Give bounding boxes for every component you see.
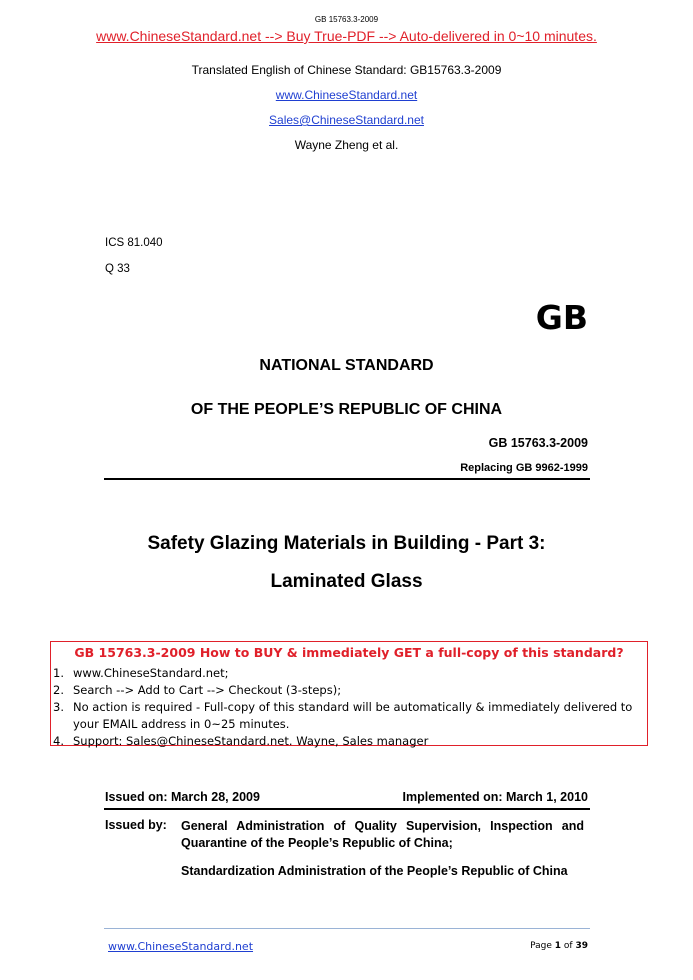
list-item: 2. Search --> Add to Cart --> Checkout (3-steps); [53,683,342,697]
issuing-org-1: General Administration of Quality Supervision, Inspection and Quarantine of the People’s Republic of China; [181,819,584,850]
dates-divider [104,808,590,810]
ics-code: ICS 81.040 [105,237,163,249]
website-link[interactable]: www.ChineseStandard.net [275,88,418,102]
q-code: Q 33 [105,263,130,275]
issued-by-label: Issued by: [105,818,167,832]
issuing-org-2: Standardization Administration of the People’s Republic of China [181,864,568,878]
document-title-line2: Laminated Glass [270,571,423,592]
email-link[interactable]: Sales@ChineseStandard.net [269,113,424,127]
page-number: Page 1 of 39 [530,941,588,951]
list-item: 1. www.ChineseStandard.net; [53,666,229,680]
list-item: 3. No action is required - Full-copy of this standard will be automatically & immediately delivered to your EMAIL address in 0~25 minutes. [53,700,633,731]
running-header-doc-id: GB 15763.3-2009 [314,15,379,24]
purchase-heading: GB 15763.3-2009 How to BUY & immediately GET a full-copy of this standard? [74,645,624,660]
footer-divider [104,928,590,929]
author-line: Wayne Zheng et al. [294,138,399,152]
document-title-line1: Safety Glazing Materials in Building - Part 3: [147,533,546,554]
standard-number: GB 15763.3-2009 [488,436,588,450]
footer-website-link[interactable]: www.ChineseStandard.net [108,940,254,953]
list-item: 4. Support: Sales@ChineseStandard.net. Wayne, Sales manager [53,734,429,748]
header-divider [104,478,590,480]
replacing-standard: Replacing GB 9962-1999 [460,462,588,474]
purchase-steps-list [51,665,641,750]
republic-heading: OF THE PEOPLE’S REPUBLIC OF CHINA [190,401,503,418]
gb-mark: GB [535,298,588,337]
implemented-on-date: Implemented on: March 1, 2010 [402,790,588,804]
translated-line: Translated English of Chinese Standard: GB15763.3-2009 [191,63,502,77]
promo-banner-link[interactable]: www.ChineseStandard.net --> Buy True-PDF --> Auto-delivered in 0~10 minutes. [96,28,597,44]
purchase-info-box [50,641,648,746]
national-standard-heading: NATIONAL STANDARD [259,357,434,374]
issued-on-date: Issued on: March 28, 2009 [105,790,260,804]
